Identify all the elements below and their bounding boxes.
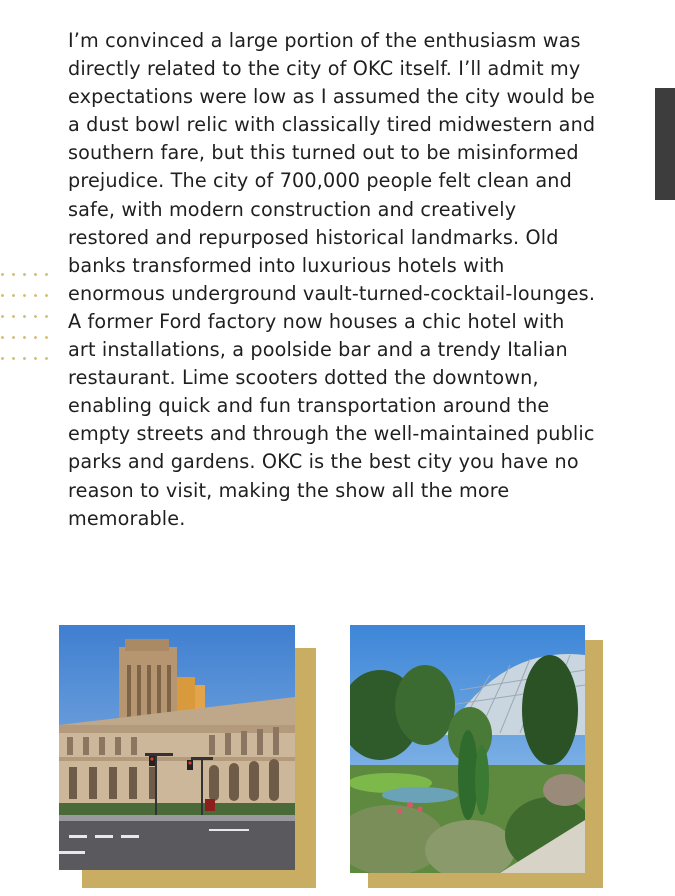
article-paragraph: I’m convinced a large portion of the enthusiasm was directly related to the city of OKC itself. I’ll admit my expectations were low as I assumed the city would be a dust bowl relic with classically tired midwestern and southern fare, but this turned out to be misinformed prejudice. The city of 700,000 people felt clean and safe, with modern construction and creatively restored and repurposed historical landmarks. Old banks transformed into luxurious hotels with enormous underground vault-turned-cocktail-lounges. A former Ford factory now houses a chic hotel with art installations, a poolside bar and a trendy Italian restaurant. Lime scooters dotted the downtown, enabling quick and fun transportation around the empty streets and through the well-maintained public parks and gardens. OKC is the best city you have no reason to visit, making the show all the more memorable.: [68, 29, 596, 530]
garden-illustration: [350, 625, 585, 873]
side-tab[interactable]: [655, 88, 675, 200]
decorative-dot-pattern: [0, 264, 52, 364]
building-illustration: [59, 625, 295, 870]
photo-botanical-garden[interactable]: [350, 625, 585, 873]
photo-historic-building[interactable]: [59, 625, 295, 870]
